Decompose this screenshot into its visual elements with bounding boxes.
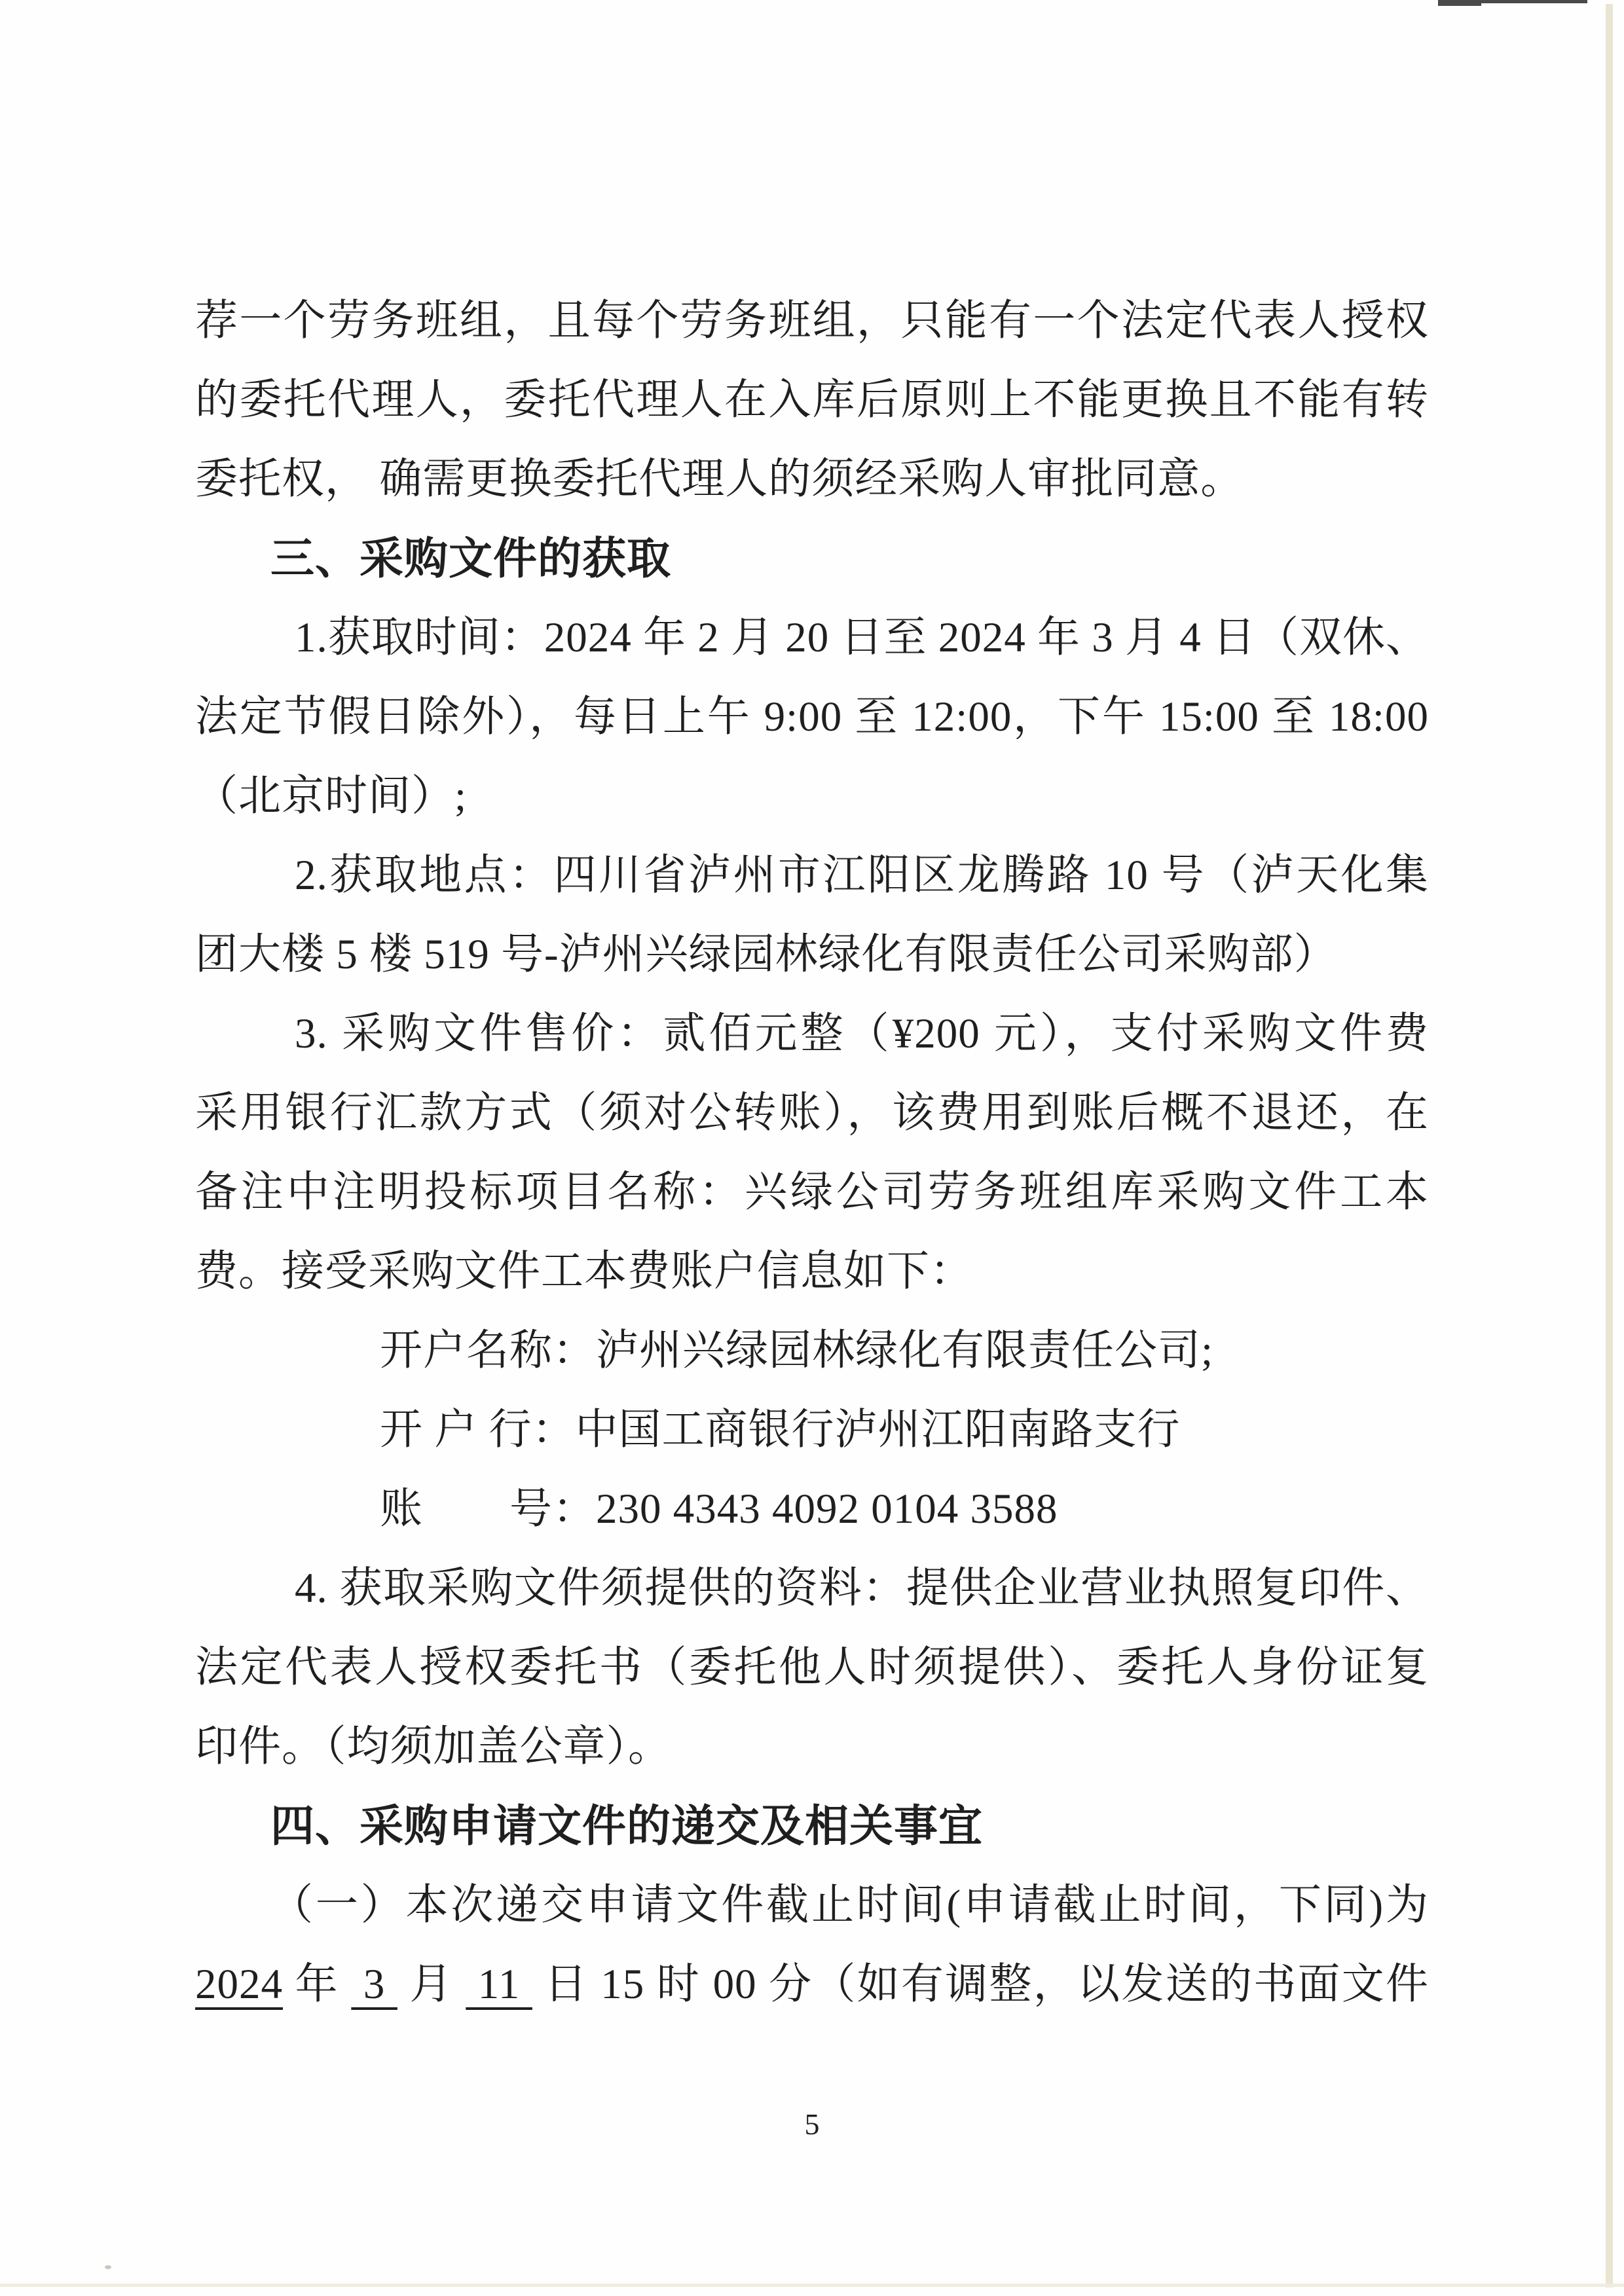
item-1-obtain-time: （北京时间）; xyxy=(195,773,468,820)
item-1-obtain-time: 1.获取时间：2024 年 2 月 20 日至 2024 年 3 月 4 日（双休、 xyxy=(295,614,1430,661)
section-heading-3: 三、采购文件的获取 xyxy=(270,534,671,583)
date-text: 月 xyxy=(397,1961,466,2008)
underlined-date-field: 2024 xyxy=(195,1961,283,2008)
scan-speck xyxy=(105,2265,111,2269)
item-1-obtain-time: 法定节假日除外），每日上午 9:00 至 12:00，下午 15:00 至 18:00 xyxy=(195,693,1429,740)
item-4-required-materials: 印件。（均须加盖公章）。 xyxy=(195,1723,672,1770)
item-2-obtain-place: 团大楼 5 楼 519 号-泸州兴绿园林绿化有限责任公司采购部） xyxy=(195,931,1337,978)
item-3-document-price: 3. 采购文件售价：贰佰元整（¥200 元），支付采购文件费 xyxy=(295,1010,1429,1057)
bank-account-number-line: 账 号：230 4343 4092 0104 3588 xyxy=(380,1485,1058,1533)
scan-corner-mark xyxy=(1438,0,1481,6)
date-text: 年 xyxy=(283,1961,352,2008)
scan-bottom-line xyxy=(0,2284,1624,2287)
para-carryover-line: 委托权， 确需更换委托代理人的须经采购人审批同意。 xyxy=(195,456,1244,503)
underlined-date-field: 11 xyxy=(466,1961,532,2008)
item-submission-deadline: （一）本次递交申请文件截止时间(申请截止时间，下同)为 xyxy=(270,1882,1429,1929)
item-3-document-price: 采用银行汇款方式（须对公转账），该费用到账后概不退还，在 xyxy=(195,1089,1429,1137)
para-carryover-line: 的委托代理人，委托代理人在入库后原则上不能更换且不能有转 xyxy=(195,376,1429,424)
page-number: 5 xyxy=(804,2107,820,2141)
item-submission-deadline xyxy=(195,1945,1429,2024)
item-2-obtain-place: 2.获取地点：四川省泸州市江阳区龙腾路 10 号（泸天化集 xyxy=(295,852,1429,899)
date-text: 日 15 时 00 分（如有调整，以发送的书面文件 xyxy=(532,1961,1429,2008)
document-text-block xyxy=(195,282,1429,2024)
underlined-date-field: 3 xyxy=(351,1961,397,2008)
bank-branch-line: 开 户 行：中国工商银行泸州江阳南路支行 xyxy=(380,1406,1181,1453)
item-4-required-materials: 法定代表人授权委托书（委托他人时须提供）、委托人身份证复 xyxy=(195,1644,1429,1691)
bank-account-name-line: 开户名称：泸州兴绿园林绿化有限责任公司; xyxy=(380,1327,1214,1374)
para-carryover-line: 荐一个劳务班组，且每个劳务班组，只能有一个法定代表人授权 xyxy=(195,297,1429,344)
item-3-document-price: 备注中注明投标项目名称：兴绿公司劳务班组库采购文件工本 xyxy=(195,1169,1429,1216)
scan-edge-band xyxy=(1606,4,1613,2287)
item-4-required-materials: 4. 获取采购文件须提供的资料：提供企业营业执照复印件、 xyxy=(295,1565,1429,1612)
item-3-document-price: 费。接受采购文件工本费账户信息如下： xyxy=(195,1248,974,1295)
section-heading-4: 四、采购申请文件的递交及相关事宜 xyxy=(270,1802,983,1851)
